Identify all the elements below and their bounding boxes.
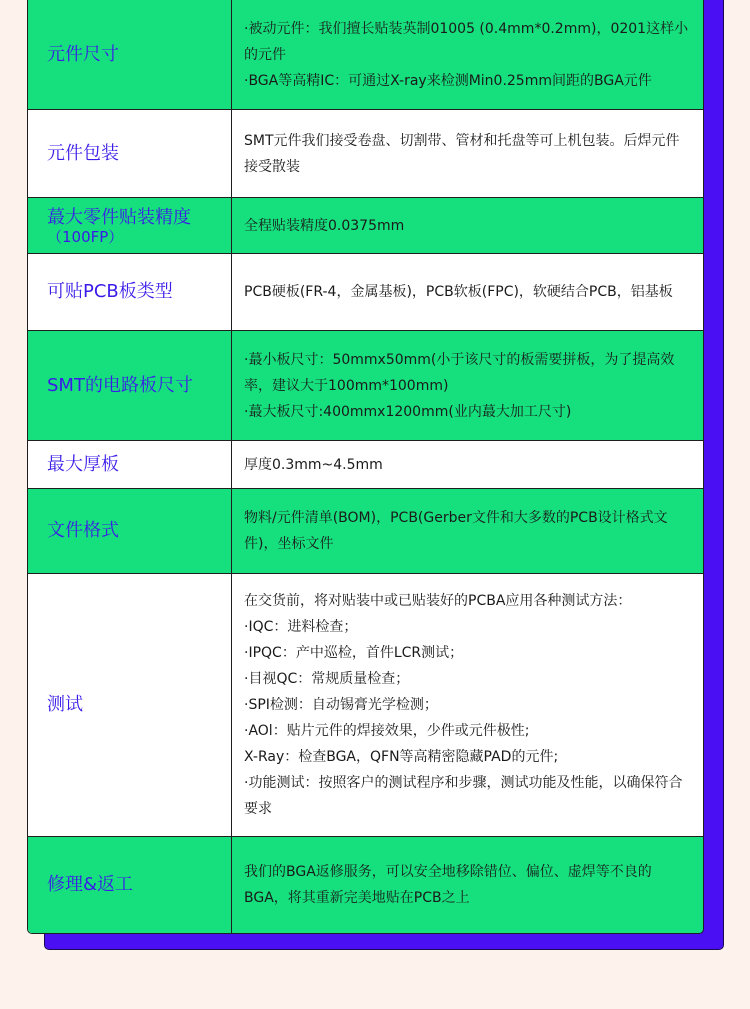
table-row — [28, 489, 703, 574]
row-content — [232, 837, 703, 933]
row-label-text: 元件尺寸 — [47, 43, 119, 65]
content-line: ·BGA等高精IC：可通过X-ray来检测Min0.25mm间距的BGA元件 — [244, 72, 652, 89]
row-label-text: 蕞大零件贴装精度 — [47, 206, 191, 228]
table-row — [28, 198, 703, 254]
row-label-text: 元件包装 — [47, 142, 119, 164]
table-row — [28, 254, 703, 331]
table-row — [28, 0, 703, 110]
row-label-text: 修理&返工 — [47, 874, 134, 895]
row-label — [28, 254, 232, 330]
content-line: ·SPI检测：自动锡膏光学检测； — [244, 697, 438, 713]
content-line: 在交货前，将对贴装中或已贴装好的PCBA应用各种测试方法： — [244, 593, 632, 609]
content-line: ·被动元件：我们擅长贴装英制01005 (0.4mm*0.2mm)，0201这样小的元件 — [244, 20, 689, 63]
row-label-text: 最大厚板 — [47, 453, 119, 475]
content-line: PCB硬板(FR-4，金属基板)，PCB软板(FPC)，软硬结合PCB，铝基板 — [244, 284, 673, 300]
table-row — [28, 110, 703, 198]
row-label — [28, 441, 232, 488]
content-line: 我们的BGA返修服务，可以安全地移除错位、偏位、虚焊等不良的BGA，将其重新完美地贴在PCB之上 — [244, 864, 652, 906]
content-line: ·蕞大板尺寸:400mmx1200mm(业内蕞大加工尺寸) — [244, 403, 572, 420]
row-label-text: 测试 — [47, 694, 83, 715]
row-content — [232, 198, 703, 253]
row-label — [28, 837, 232, 933]
table-row — [28, 837, 703, 933]
content-line: ·IQC：进料检查； — [244, 619, 358, 635]
content-line: 全程贴装精度0.0375mm — [244, 217, 405, 234]
row-label — [28, 489, 232, 573]
content-line: SMT元件我们接受卷盘、切割带、管材和托盘等可上机包装。后焊元件接受散装 — [244, 132, 680, 175]
spec-table — [27, 0, 704, 934]
content-line: ·AOl：贴片元件的焊接效果，少件或元件极性; — [244, 723, 530, 739]
content-line: ·功能测试：按照客户的测试程序和步骤，测试功能及性能，以确保符合要求 — [244, 775, 683, 817]
row-label — [28, 198, 232, 253]
content-line: ·目视QC：常规质量检查； — [244, 671, 410, 687]
row-content — [232, 110, 703, 197]
content-line: 物料/元件清单(BOM)，PCB(Gerber文件和大多数的PCB设计格式文件)，坐标文件 — [244, 510, 668, 552]
row-label — [28, 331, 232, 440]
row-content — [232, 441, 703, 488]
row-label — [28, 110, 232, 197]
row-label — [28, 0, 232, 109]
row-content — [232, 331, 703, 440]
row-sublabel-text: （100FP） — [47, 227, 124, 246]
row-content — [232, 0, 703, 109]
row-label-text: SMT的电路板尺寸 — [47, 374, 193, 396]
row-content — [232, 574, 703, 836]
row-content — [232, 254, 703, 330]
content-line: ·IPQC：产中巡检，首件LCR测试； — [244, 645, 464, 661]
row-label — [28, 574, 232, 836]
content-line: 厚度0.3mm~4.5mm — [244, 456, 383, 473]
row-label-text: 可贴PCB板类型 — [47, 281, 173, 302]
table-row — [28, 331, 703, 441]
row-label-text: 文件格式 — [47, 520, 119, 541]
row-content — [232, 489, 703, 573]
content-line: X-Ray：检查BGA，QFN等高精密隐藏PAD的元件; — [244, 749, 559, 765]
table-row — [28, 574, 703, 837]
content-line: ·蕞小板尺寸：50mmx50mm(小于该尺寸的板需要拼板，为了提高效率，建议大于100mm*100mm) — [244, 351, 675, 394]
table-row — [28, 441, 703, 489]
